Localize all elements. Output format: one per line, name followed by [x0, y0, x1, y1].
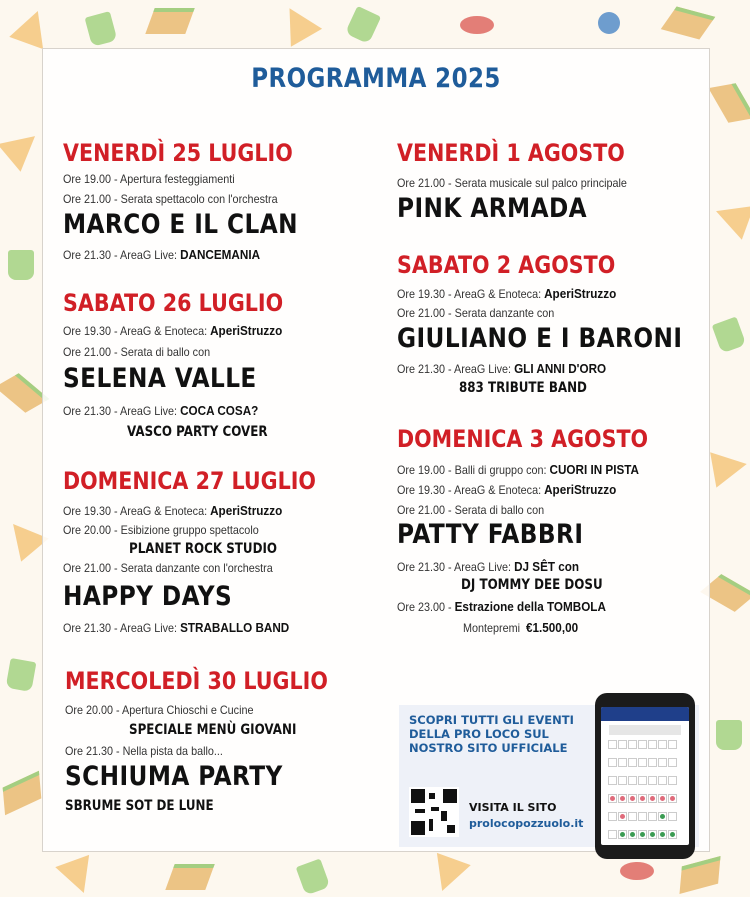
- pizza-slice-icon: [710, 446, 750, 487]
- day-heading: SABATO 2 AGOSTO: [397, 251, 616, 279]
- event-line: Ore 21.00 - Serata danzante con: [397, 306, 555, 320]
- event-line: Ore 21.30 - Nella pista da ballo...: [65, 744, 223, 758]
- event-line: Ore 21.30 - AreaG Live: GLI ANNI D'ORO: [397, 361, 607, 376]
- event-line: Ore 19.00 - Apertura festeggiamenti: [63, 172, 235, 186]
- event-subtitle: SBRUME SOT DE LUNE: [65, 798, 214, 814]
- day-heading: VENERDÌ 25 LUGLIO: [63, 139, 293, 167]
- meat-icon: [460, 16, 494, 34]
- artist-name: SELENA VALLE: [63, 363, 257, 394]
- cup-icon: [296, 858, 331, 895]
- event-line: Ore 21.30 - AreaG Live: STRABALLO BAND: [63, 620, 290, 635]
- event-line: Ore 19.30 - AreaG & Enoteca: AperiStruzzo: [63, 503, 283, 518]
- pizza-slice-icon: [274, 0, 322, 47]
- day-heading: SABATO 26 LUGLIO: [63, 289, 284, 317]
- day-heading: VENERDÌ 1 AGOSTO: [397, 139, 625, 167]
- website-promo[interactable]: [399, 705, 699, 847]
- sandwich-icon: [165, 864, 214, 890]
- event-subtitle: DJ TOMMY DEE DOSU: [461, 577, 603, 593]
- artist-name: GIULIANO E I BARONI: [397, 323, 683, 354]
- artist-name: SCHIUMA PARTY: [65, 761, 283, 792]
- event-line: Ore 21.30 - AreaG Live: COCA COSA?: [63, 403, 259, 418]
- artist-name: HAPPY DAYS: [63, 581, 233, 612]
- cup-icon: [8, 250, 34, 280]
- event-line: Ore 19.00 - Balli di gruppo con: CUORI IN PISTA: [397, 462, 639, 477]
- page-title: PROGRAMMA 2025: [251, 63, 501, 94]
- pizza-slice-icon: [0, 122, 47, 171]
- event-line: Ore 21.30 - AreaG Live: DJ SÊT con: [397, 559, 580, 574]
- event-subtitle: 883 TRIBUTE BAND: [459, 380, 587, 396]
- sandwich-icon: [708, 83, 750, 122]
- promo-text: SCOPRI TUTTI GLI EVENTI DELLA PRO LOCO SUL NOSTRO SITO UFFICIALE: [409, 713, 574, 755]
- cup-icon: [712, 316, 747, 353]
- artist-name: MARCO E IL CLAN: [63, 209, 298, 240]
- event-subtitle: PLANET ROCK STUDIO: [129, 541, 278, 557]
- day-heading: DOMENICA 3 AGOSTO: [397, 425, 649, 453]
- event-line: Ore 20.00 - Apertura Chioschi e Cucine: [65, 703, 254, 717]
- pizza-slice-icon: [55, 855, 100, 897]
- sandwich-icon: [679, 856, 720, 894]
- sandwich-icon: [145, 8, 194, 34]
- phone-screen: [601, 707, 689, 845]
- cup-icon: [6, 658, 37, 692]
- day-heading: MERCOLEDÌ 30 LUGLIO: [65, 667, 328, 695]
- event-line: Ore 23.00 - Estrazione della TOMBOLA: [397, 599, 606, 614]
- sandwich-icon: [3, 771, 42, 815]
- website-link[interactable]: prolocopozzuolo.it: [469, 817, 584, 830]
- artist-name: PINK ARMADA: [397, 193, 588, 224]
- event-line: Ore 20.00 - Esibizione gruppo spettacolo: [63, 523, 259, 537]
- calendar-grid-icon: [607, 739, 683, 845]
- qr-code-icon[interactable]: [409, 787, 459, 837]
- visit-label: VISITA IL SITO: [469, 801, 557, 814]
- artist-name: PATTY FABBRI: [397, 519, 584, 550]
- pizza-slice-icon: [710, 194, 750, 239]
- cup-icon: [85, 11, 118, 47]
- event-subtitle: VASCO PARTY COVER: [127, 424, 268, 440]
- event-line: Ore 21.00 - Serata spettacolo con l'orchestra: [63, 192, 278, 206]
- event-line: Ore 21.00 - Serata di ballo con: [63, 345, 211, 359]
- prize-line: Montepremi €1.500,00: [463, 620, 579, 635]
- pizza-slice-icon: [9, 5, 54, 49]
- event-line: Ore 21.00 - Serata di ballo con: [397, 503, 545, 517]
- pizza-slice-icon: [425, 853, 470, 897]
- event-line: Ore 21.00 - Serata danzante con l'orchestra: [63, 561, 273, 575]
- program-panel: [42, 48, 710, 852]
- rosette-icon: [598, 12, 620, 34]
- event-line: Ore 21.30 - AreaG Live: DANCEMANIA: [63, 247, 261, 262]
- event-line: Ore 21.00 - Serata musicale sul palco principale: [397, 176, 627, 190]
- event-subtitle: SPECIALE MENÙ GIOVANI: [129, 722, 297, 738]
- event-line: Ore 19.30 - AreaG & Enoteca: AperiStruzzo: [397, 482, 617, 497]
- day-heading: DOMENICA 27 LUGLIO: [63, 467, 316, 495]
- cup-icon: [716, 720, 742, 750]
- cup-icon: [345, 6, 381, 44]
- sandwich-icon: [661, 6, 716, 39]
- meat-icon: [620, 862, 654, 880]
- event-line: Ore 19.30 - AreaG & Enoteca: AperiStruzzo: [397, 286, 617, 301]
- phone-mockup: [595, 693, 695, 859]
- event-line: Ore 19.30 - AreaG & Enoteca: AperiStruzzo: [63, 323, 283, 338]
